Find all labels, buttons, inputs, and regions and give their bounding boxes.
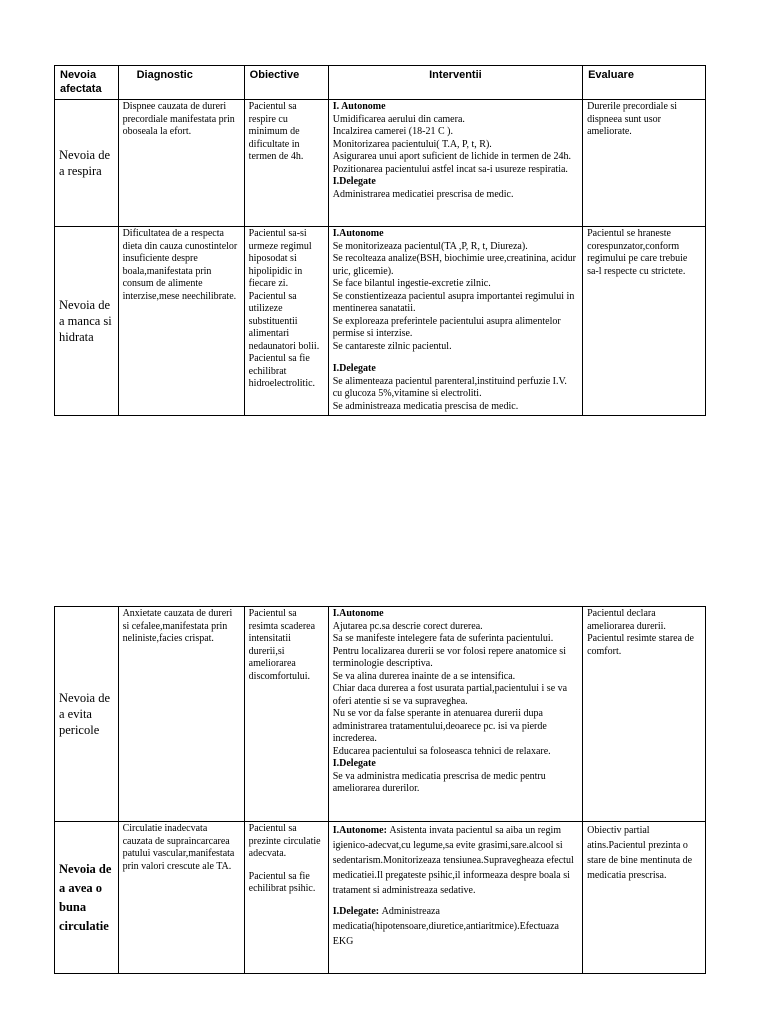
delegated-text: Administreaza medicatia(hipotensoare,diuretice,antiaritmice).Efectuaza EKG [332, 906, 559, 947]
intervention-item: Se face bilantul ingestie-excretie zilnic. [332, 278, 491, 289]
intervention-item: Se exploreaza preferintele pacientului asupra alimentelor permise si interzise. [332, 315, 561, 339]
intervention-item: Educarea pacientului sa foloseasca tehnici de relaxare. [332, 745, 551, 757]
care-plan-table-2 [54, 606, 706, 974]
header-diagnostic: Diagnostic [118, 66, 244, 100]
intervention-item: Chiar daca durerea a fost usurata partial,pacientului i se va oferi atentie si se va supraveghea. [332, 683, 568, 707]
diagnostic-cell: Anxietate cauzata de dureri si cefalee,manifestata prin neliniste,facies crispat. [118, 607, 244, 822]
diagnostic-cell: Dificultatea de a respecta dieta din cauza cunostintelor insuficiente despre boala,manifestata prin consum de alimente interzise,mese neechilibrate. [118, 227, 244, 416]
intervention-item: Nu se vor da false sperante in atenuarea durerii dupa administrarea tratamentului,deoarece pc. isi va pierde increderea. [332, 708, 547, 744]
intervention-item: Pentru localizarea durerii se vor folosi repere anatomice si terminologie descriptiva. [332, 645, 566, 669]
care-plan-table-1 [54, 65, 706, 416]
delegated-title: I.Delegate [332, 176, 376, 187]
autonomous-title: I.Autonome [332, 228, 384, 239]
interventions-cell [328, 607, 582, 822]
objective-cell: Pacientul sa resimta scaderea intensitatii durerii,si ameliorarea discomfortului. [244, 607, 328, 822]
objective-cell [244, 822, 328, 974]
intervention-item: Se constientizeaza pacientul asupra importantei regimului in mentinerea sanatatii. [332, 290, 575, 314]
objective-cell: Pacientul sa-si urmeze regimul hiposodat si hipolipidic in fiecare zi. Pacientul sa utilizeze substituentii alimentari nedaunatori bolii. Pacientul sa fie echilibrat hidroelectrolitic. [244, 227, 328, 416]
intervention-item: Se recolteaza analize(BSH, biochimie uree,creatinina, acidur uric, glicemie). [332, 253, 576, 277]
table-row [55, 227, 706, 416]
need-cell: Nevoia de a manca si hidrata [55, 227, 119, 416]
header-evaluation: Evaluare [583, 66, 706, 100]
need-cell: Nevoia de a respira [55, 100, 119, 227]
header-interventions: Interventii [328, 66, 582, 100]
spacer [249, 861, 324, 871]
interventions-cell [328, 227, 582, 416]
header-need: Nevoia afectata [55, 66, 119, 100]
intervention-item: Umidificarea aerului din camera. [332, 113, 465, 125]
intervention-item: Pozitionarea pacientului astfel incat sa-i usureze respiratia. [332, 163, 568, 175]
objective-cell: Pacientul sa respire cu minimum de dificultate in termen de 4h. [244, 100, 328, 227]
intervention-item: Incalzirea camerei (18-21 C ). [332, 126, 453, 137]
objective-text: Pacientul sa prezinte circulatie adecvata. [248, 823, 321, 859]
spacer [333, 353, 578, 363]
intervention-item: Se va administra medicatia prescrisa de medic pentru ameliorarea durerilor. [332, 770, 546, 794]
objective-text: Pacientul sa fie echilibrat psihic. [248, 870, 316, 894]
delegated-title: I.Delegate [332, 758, 376, 769]
evaluation-cell: Pacientul declara ameliorarea durerii. Pacientul resimte starea de comfort. [583, 607, 706, 822]
diagnostic-cell: Dispnee cauzata de dureri precordiale manifestata prin oboseala la efort. [118, 100, 244, 227]
table-row [55, 100, 706, 227]
delegated-title: I.Delegate: [332, 906, 382, 917]
intervention-item: Sa se manifeste intelegere fata de suferinta pacientului. [332, 633, 554, 644]
table-row [55, 607, 706, 822]
header-objectives: Obiective [244, 66, 328, 100]
need-cell: Nevoia de a avea o buna circulatie [55, 822, 119, 974]
evaluation-cell: Pacientul se hraneste corespunzator,conform regimului pe care trebuie sa-l respecte cu strictete. [583, 227, 706, 416]
autonomous-title: I.Autonome: [332, 825, 390, 836]
intervention-item: Se administreaza medicatia prescisa de medic. [332, 400, 519, 412]
autonomous-title: I. Autonome [332, 101, 386, 112]
interventions-cell [328, 100, 582, 227]
intervention-item: Asigurarea unui aport suficient de lichide in termen de 24h. [332, 151, 571, 162]
autonomous-text: Asistenta invata pacientul sa aiba un regim igienico-adecvat,cu legume,sa evite grasimi,sare.alcool si sedentarism.Monitorizeaza tensiunea.Supravegheaza efectul medicatiei.Il pregateste psihic,il informeaza despre boala si tratament si administreaza sedative. [332, 825, 574, 896]
table-row [55, 822, 706, 974]
interventions-cell [328, 822, 582, 974]
evaluation-cell: Durerile precordiale si dispneea sunt usor ameliorate. [583, 100, 706, 227]
spacer [333, 898, 578, 904]
intervention-item: Monitorizarea pacientului( T.A, P, t, R). [332, 138, 492, 150]
intervention-item: Ajutarea pc.sa descrie corect durerea. [332, 620, 483, 632]
intervention-item: Se va alina durerea inainte de a se intensifica. [332, 670, 516, 682]
intervention-item: Administrarea medicatiei prescrisa de medic. [332, 188, 514, 200]
evaluation-cell: Obiectiv partial atins.Pacientul prezinta o stare de bine mentinuta de medicatia prescrisa. [583, 822, 706, 974]
autonomous-title: I.Autonome [332, 608, 384, 619]
intervention-item: Se alimenteaza pacientul parenteral,instituind perfuzie I.V. cu glucoza 5%,vitamine si electroliti. [332, 375, 567, 399]
need-cell: Nevoia de a evita pericole [55, 607, 119, 822]
intervention-item: Se monitorizeaza pacientul(TA ,P, R, t, Diureza). [332, 240, 528, 252]
table-header-row [55, 66, 706, 100]
delegated-title: I.Delegate [332, 363, 376, 374]
intervention-item: Se cantareste zilnic pacientul. [332, 340, 452, 352]
diagnostic-cell: Circulatie inadecvata cauzata de supraincarcarea patului vascular,manifestata prin valori crescute ale TA. [118, 822, 244, 974]
